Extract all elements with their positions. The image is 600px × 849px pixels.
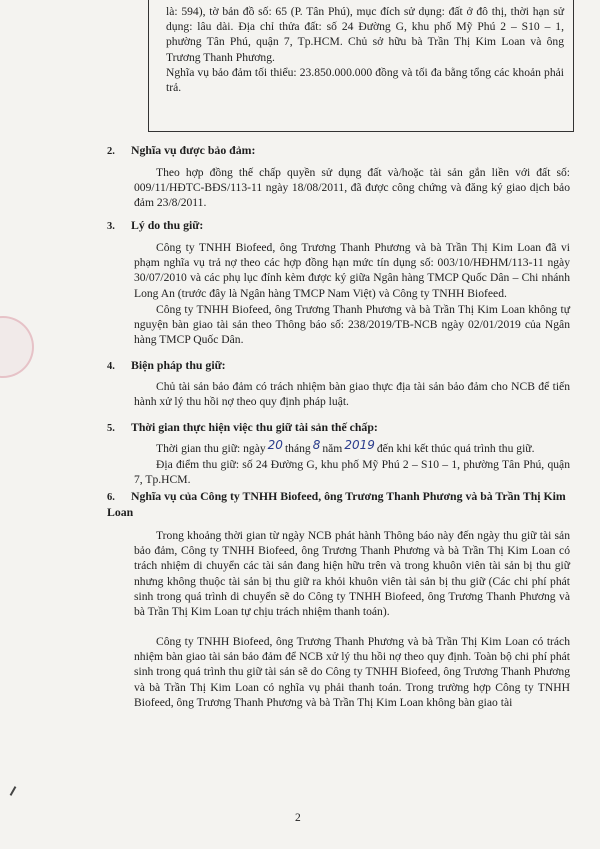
section-5-place: Địa điểm thu giữ: số 24 Đường G, khu phố Mỹ Phú 2 – S10 – 1, phường Tân Phú, quận 7, Tp.HCM. bbox=[134, 458, 570, 487]
red-seal-stamp bbox=[0, 316, 34, 378]
section-4-heading: 4. Biện pháp thu giữ: bbox=[107, 358, 226, 372]
section-5-title: Thời gian thực hiện việc thu giữ tài sản thế chấp: bbox=[131, 420, 378, 434]
handwritten-year: 2019 bbox=[344, 438, 375, 452]
section-6-title: Nghĩa vụ của Công ty TNHH Biofeed, ông Trương Thanh Phương và bà Trần Thị Kim Loan bbox=[107, 489, 566, 519]
top-table-cell bbox=[166, 4, 564, 95]
section-2-title: Nghĩa vụ được bảo đảm: bbox=[131, 143, 256, 157]
section-6-heading: 6. Nghĩa vụ của Công ty TNHH Biofeed, ông Trương Thanh Phương và bà Trần Thị Kim Loan bbox=[107, 489, 566, 519]
cell-text-obligation: Nghĩa vụ bảo đảm tối thiểu: 23.850.000.000 đồng và tối đa bằng tổng các khoản phải trả. bbox=[166, 65, 564, 95]
cell-text-property: là: 594), tờ bản đồ số: 65 (P. Tân Phú), mục đích sử dụng: đất ở đô thị, thời hạn sử dụng: lâu dài. Địa chỉ thửa đất: số 24 Đường G, khu phố Mỹ Phú 2 – S10 – 1, phường Tân Phú, quận 7, Tp.HCM. Chủ sở hữu bà Trần Thị Kim Loan và ông Trương Thanh Phương. bbox=[166, 5, 564, 64]
section-4-title: Biện pháp thu giữ: bbox=[131, 358, 226, 372]
section-6-paragraph-1: Trong khoảng thời gian từ ngày NCB phát hành Thông báo này đến ngày thu giữ tài sản bảo đảm, Công ty TNHH Biofeed, ông Trương Thanh Phương và bà Trần Thị Kim Loan có trách nhiệm di chuyển các tài sản đang hiện hữu trên và trong khuôn viên tài sản bị thu giữ nhưng không thuộc tài sản bị thu giữ ra khỏi khuôn viên tài sản bị thu giữ (Các chi phí phát sinh trong quá trình di chuyển sẽ do Công ty TNHH Biofeed, ông Trương Thanh Phương và bà Trần Thị Kim Loan tự chịu trách nhiệm thanh toán). bbox=[134, 529, 570, 619]
section-5-time: Thời gian thu giữ: ngày 20 tháng 8 năm 2019 đến khi kết thúc quá trình thu giữ. bbox=[156, 438, 535, 455]
section-3-paragraph-2: Công ty TNHH Biofeed, ông Trương Thanh Phương và bà Trần Thị Kim Loan không tự nguyện bàn giao tài sản theo Thông báo số: 238/2019/TB-NCB ngày 02/01/2019 của Ngân hàng TMCP Quốc Dân. bbox=[134, 303, 570, 347]
section-3-title: Lý do thu giữ: bbox=[131, 218, 204, 232]
section-3-heading: 3. Lý do thu giữ: bbox=[107, 218, 204, 232]
handwritten-month: 8 bbox=[312, 438, 321, 452]
pen-mark bbox=[10, 786, 17, 796]
page-number: 2 bbox=[295, 812, 301, 824]
section-5-heading: 5. Thời gian thực hiện việc thu giữ tài sản thế chấp: bbox=[107, 420, 378, 434]
section-3-paragraph-1: Công ty TNHH Biofeed, ông Trương Thanh Phương và bà Trần Thị Kim Loan đã vi phạm nghĩa vụ trả nợ theo các hợp đồng hạn mức tín dụng số: 003/10/HĐHM/113-11 ngày 30/07/2010 và các phụ lục đính kèm được ký giữa Ngân hàng TMCP Quốc Dân – Chi nhánh Long An (trước đây là Ngân hàng TMCP Nam Việt) và Công ty TNHH Biofeed. bbox=[134, 241, 570, 300]
section-4-paragraph: Chủ tài sản bảo đảm có trách nhiệm bàn giao thực địa tài sản bảo đảm cho NCB để tiến hành xử lý thu hồi nợ theo quy định pháp luật. bbox=[134, 380, 570, 409]
section-2-paragraph: Theo hợp đồng thế chấp quyền sử dụng đất và/hoặc tài sản gắn liền với đất số: 009/11/HĐTC-BĐS/113-11 ngày 18/08/2011, đã được công chứng và đăng ký giao dịch bảo đảm 23/8/2011. bbox=[134, 166, 570, 210]
section-2-heading: 2. Nghĩa vụ được bảo đảm: bbox=[107, 143, 256, 157]
section-6-paragraph-2: Công ty TNHH Biofeed, ông Trương Thanh Phương và bà Trần Thị Kim Loan có trách nhiệm bàn giao tài sản bảo đảm để NCB xử lý thu hồi nợ theo quy định. Toàn bộ chi phí phát sinh trong quá trình thu giữ tài sản sẽ do Công ty TNHH Biofeed, ông Trương Thanh Phương và bà Trần Thị Kim Loan có nghĩa vụ phải thanh toán. Trong trường hợp Công ty TNHH Biofeed, ông Trương Thanh Phương và bà Trần Thị Kim Loan không bàn giao tài bbox=[134, 635, 570, 709]
handwritten-day: 20 bbox=[267, 438, 283, 452]
